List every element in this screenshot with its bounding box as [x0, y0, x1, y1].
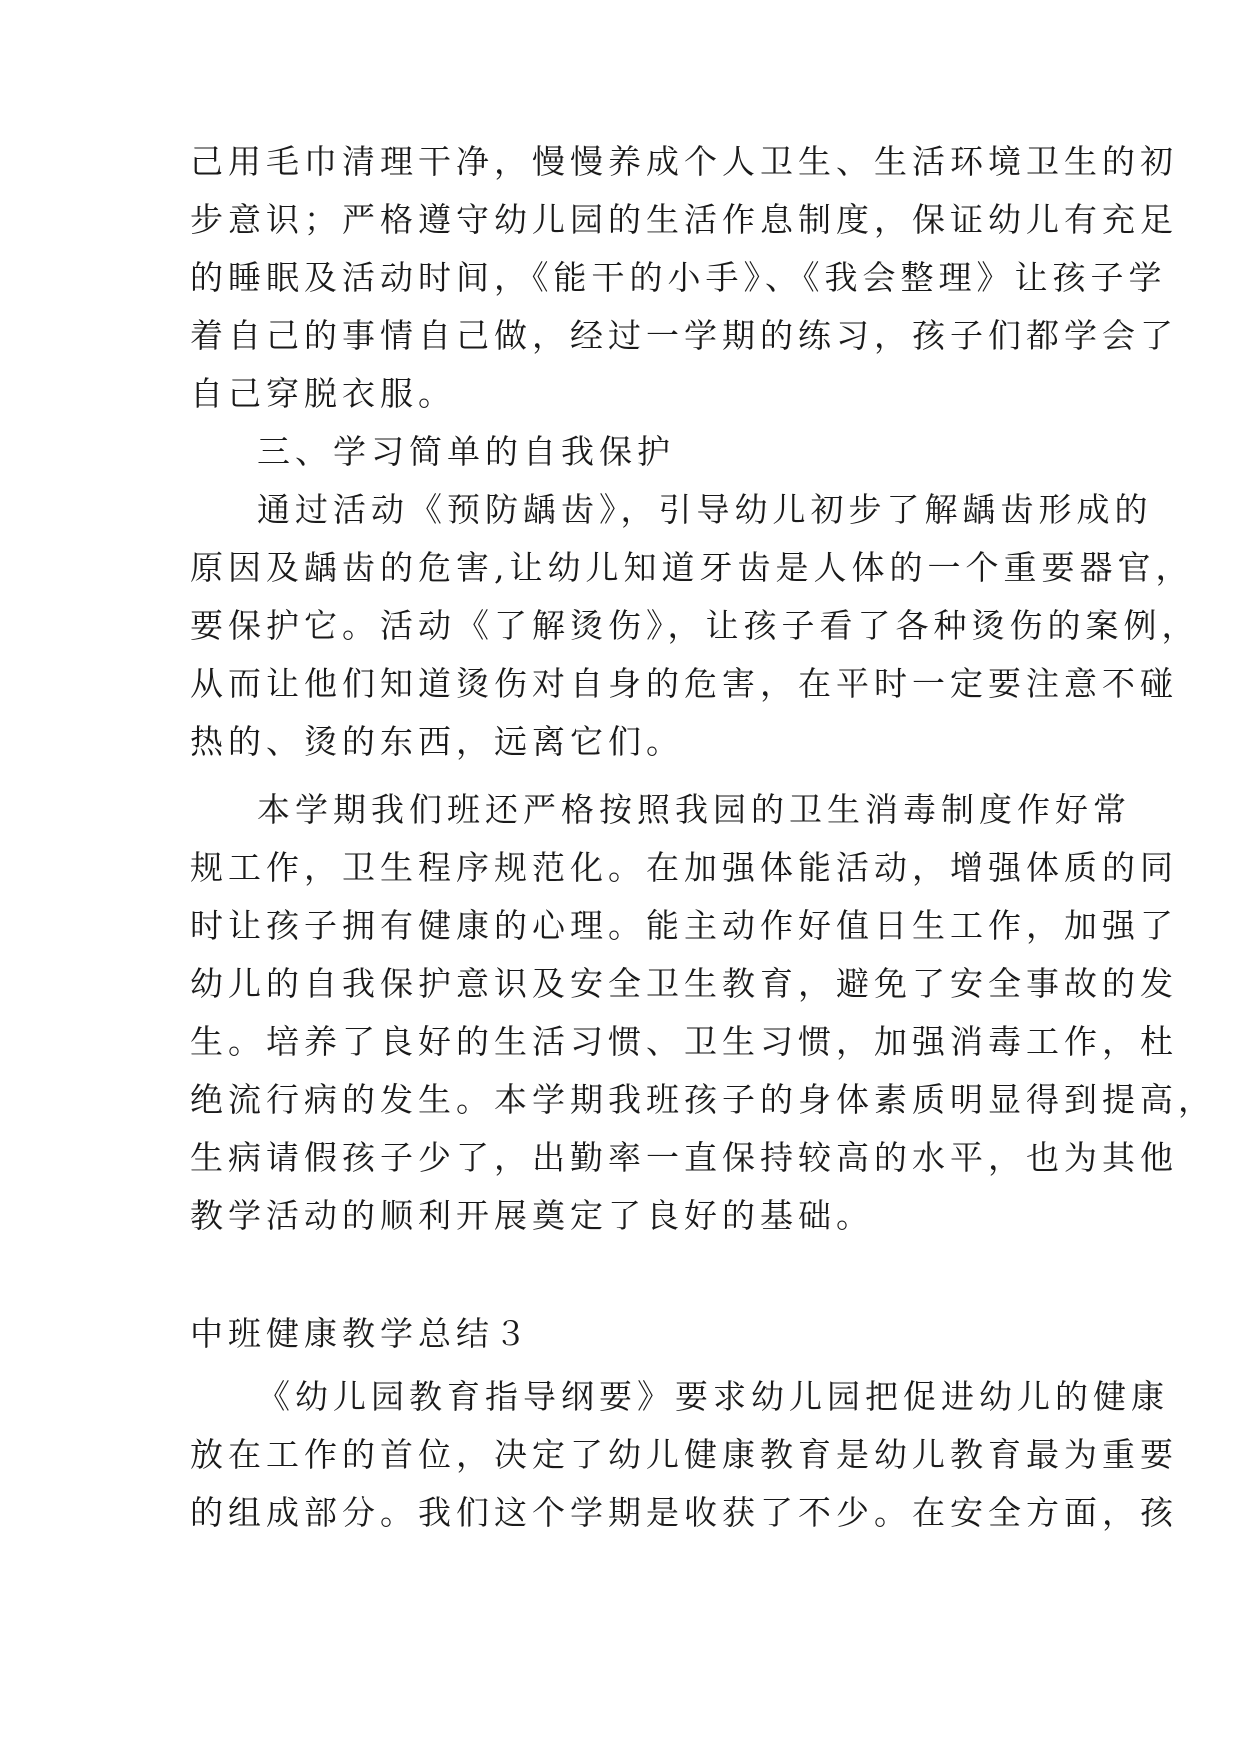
paragraph-line: 生。培养了良好的生活习惯、卫生习惯，加强消毒工作，杜 — [190, 1022, 1178, 1061]
paragraph-line: 放在工作的首位，决定了幼儿健康教育是幼儿教育最为重要 — [190, 1435, 1178, 1474]
section-heading: 三、学习简单的自我保护 — [257, 432, 675, 471]
paragraph-line: 通过活动《预防龋齿》，引导幼儿初步了解龋齿形成的 — [257, 490, 1153, 529]
paragraph-line: 本学期我们班还严格按照我园的卫生消毒制度作好常 — [257, 790, 1131, 829]
paragraph-line: 的组成部分。我们这个学期是收获了不少。在安全方面，孩 — [190, 1493, 1178, 1532]
paragraph-line: 从而让他们知道烫伤对自身的危害，在平时一定要注意不碰 — [190, 664, 1178, 703]
paragraph-line: 幼儿的自我保护意识及安全卫生教育，避免了安全事故的发 — [190, 964, 1178, 1003]
paragraph-line: 热的、烫的东西，远离它们。 — [190, 722, 684, 761]
paragraph-line: 己用毛巾清理干净，慢慢养成个人卫生、生活环境卫生的初 — [190, 142, 1178, 181]
paragraph-line: 绝流行病的发生。本学期我班孩子的身体素质明显得到提高， — [190, 1080, 1216, 1119]
paragraph-line: 自己穿脱衣服。 — [190, 374, 456, 413]
paragraph-line: 《幼儿园教育指导纲要》要求幼儿园把促进幼儿的健康 — [257, 1377, 1169, 1416]
paragraph-line: 生病请假孩子少了，出勤率一直保持较高的水平，也为其他 — [190, 1138, 1178, 1177]
paragraph-line: 的睡眠及活动时间，《能干的小手》、《我会整理》让孩子学 — [190, 258, 1167, 297]
paragraph-line: 规工作，卫生程序规范化。在加强体能活动，增强体质的同 — [190, 848, 1178, 887]
paragraph-line: 着自己的事情自己做，经过一学期的练习，孩子们都学会了 — [190, 316, 1178, 355]
paragraph-line: 要保护它。活动《了解烫伤》，让孩子看了各种烫伤的案例， — [190, 606, 1200, 645]
paragraph-line: 时让孩子拥有健康的心理。能主动作好值日生工作，加强了 — [190, 906, 1178, 945]
paragraph-line: 教学活动的顺利开展奠定了良好的基础。 — [190, 1196, 874, 1235]
paragraph-line: 原因及龋齿的危害,让幼儿知道牙齿是人体的一个重要器官， — [190, 548, 1194, 587]
document-title: 中班健康教学总结３ — [190, 1314, 532, 1353]
paragraph-line: 步意识；严格遵守幼儿园的生活作息制度，保证幼儿有充足 — [190, 200, 1178, 239]
